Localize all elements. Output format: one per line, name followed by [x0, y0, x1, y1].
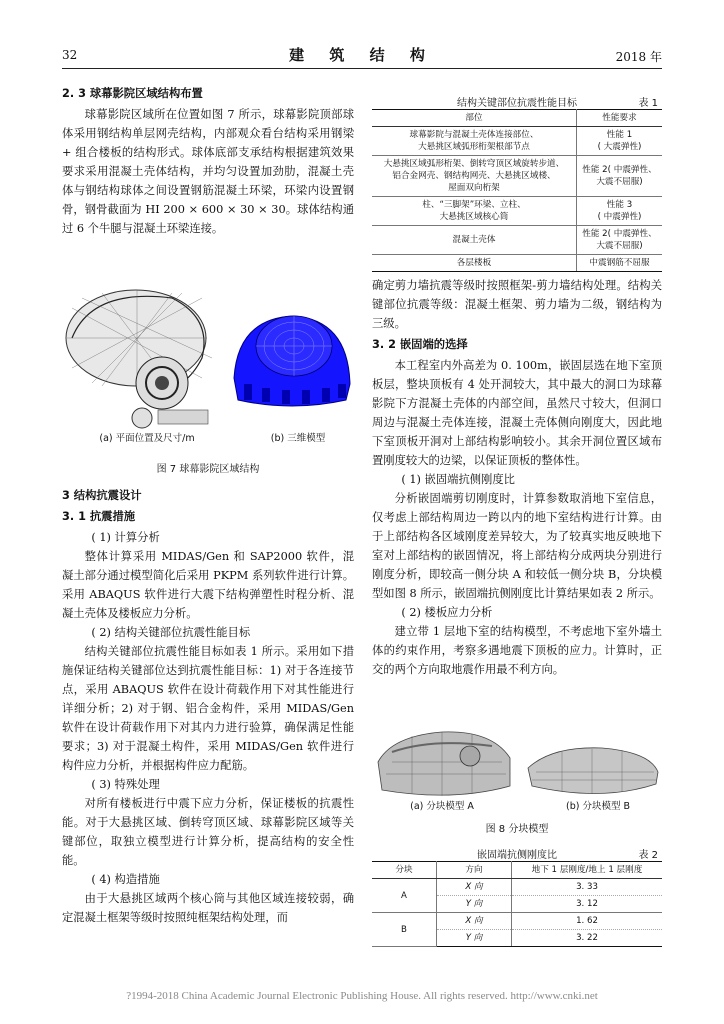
- table-1-header-location: 部位: [372, 110, 577, 127]
- table-1-cell-location: 球幕影院与混凝土壳体连接部位、 大悬挑区域弧形桁架根部节点: [372, 127, 577, 156]
- table-1-cell-location: 大悬挑区域弧形桁架、倒转穹顶区域旋转步道、 铝合金网壳、钢结构网壳、大悬挑区域楼、 屋面双向桁架: [372, 156, 577, 197]
- table-2-header-ratio: 地下 1 层刚度/地上 1 层刚度: [512, 862, 663, 879]
- table-1-number: 表 1: [638, 98, 658, 109]
- table-1-row: [372, 197, 662, 226]
- figure-7: [62, 288, 354, 448]
- special-treatment-paragraph: 对所有楼板进行中震下应力分析，保证楼板的抗震性能。对于大悬挑区域、倒转穹顶区域、球幕影院区域等关键部位，取独立模型进行计算分析，提高结构的安全性能。: [62, 797, 354, 867]
- stiffness-ratio-title: ( 1) 嵌固端抗侧刚度比: [401, 473, 515, 486]
- figure-7-caption: 图 7 球幕影院区域结构: [156, 464, 260, 475]
- table-2-header-block: 分块: [372, 862, 437, 879]
- copyright-footer: ?1994-2018 China Academic Journal Electronic Publishing House. All rights reserved. http://www.cnki.net: [126, 990, 598, 1002]
- journal-title: 建 筑 结 构: [289, 46, 435, 64]
- left-column-top: [62, 82, 354, 238]
- performance-target-paragraph: 结构关键部位抗震性能目标如表 1 所示。采用如下措施保证结构关键部位达到抗震性能目标：1) 对于各连接节点，采用 ABAQUS 软件在设计荷载作用下对其性能进行详细分析；2) 对于钢、铝合金构件，采用 MIDAS/Gen 软件在设计荷载作用下对其内力进行验算，确保满足性能要求；3) 对于混凝土构件，采用 MIDAS/Gen 软件进行构件应力分析，并根据构件应力配筋。: [62, 645, 354, 772]
- table-2-cell-ratio: 1. 62: [512, 913, 663, 930]
- section-2-3-paragraph: 球幕影院区域所在位置如图 7 所示，球幕影院顶部球体采用钢结构单层网壳结构，内部观众看台结构采用钢梁 + 组合楼板的结构形式。球体底部支承结构根据建筑效果要求采用混凝土壳体结构，并均匀设置加劲肋，混凝土壳体与钢结构球体之间设置钢筋混凝土环梁，环梁内设置钢骨，钢骨截面为 HI 200 × 600 × 30 × 30。球体结构通过 6 个牛腿与混凝土环梁连接。: [62, 108, 354, 235]
- figure-8a-label: (a) 分块模型 A: [410, 801, 474, 812]
- calc-analysis-paragraph: 整体计算采用 MIDAS/Gen 和 SAP2000 软件，混凝土部分通过模型简化后采用 PKPM 系列软件进行计算。采用 ABAQUS 软件进行大震下结构弹塑性时程分析、混凝土壳体及楼板应力分析。: [62, 550, 354, 620]
- table-1-cell-location: 混凝土壳体: [372, 226, 577, 255]
- table-1-grid: [372, 109, 662, 272]
- table-2: [372, 846, 662, 947]
- slab-stress-paragraph: 建立带 1 层地下室的结构模型，不考虑地下室外墙土体的约束作用，考察多遇地震下顶板的应力。计算时，正交的两个方向取地震作用最不利方向。: [372, 625, 662, 676]
- table-1-header-requirement: 性能要求: [577, 110, 663, 127]
- table-2-title: 嵌固端抗侧刚度比: [477, 850, 557, 861]
- table-1-cell-requirement: 性能 1 ( 大震弹性): [577, 127, 663, 156]
- table-2-row: [372, 913, 662, 930]
- table-2-cell-direction: X 向: [437, 879, 512, 896]
- detailing-measures-title: ( 4) 构造措施: [91, 873, 160, 886]
- table-1-cell-requirement: 性能 3 ( 中震弹性): [577, 197, 663, 226]
- table-2-header-direction: 方向: [437, 862, 512, 879]
- section-3-1-title: 3. 1 抗震措施: [62, 510, 136, 523]
- page-number: 32: [62, 48, 78, 62]
- table-2-cell-direction: Y 向: [437, 930, 512, 947]
- section-2-3-title: 2. 3 球幕影院区域结构布置: [62, 87, 203, 100]
- figure-7a-plan-drawing: [66, 290, 212, 428]
- table-1-row: [372, 127, 662, 156]
- slab-stress-title: ( 2) 楼板应力分析: [401, 606, 493, 619]
- special-treatment-title: ( 3) 特殊处理: [91, 778, 160, 791]
- figure-7b-label: (b) 三维模型: [270, 433, 326, 444]
- figure-7b-3d-model: [234, 316, 350, 406]
- figure-8-caption: 图 8 分块模型: [485, 824, 549, 835]
- left-column-bottom: [62, 484, 354, 927]
- continued-paragraph: 确定剪力墙抗震等级时按照框架-剪力墙结构处理。结构关键部位抗震等级：混凝土框架、剪力墙为二级，钢结构为三级。: [372, 279, 662, 330]
- calc-analysis-title: ( 1) 计算分析: [91, 531, 160, 544]
- table-2-cell-ratio: 3. 22: [512, 930, 663, 947]
- figure-8a-model: [378, 732, 510, 796]
- performance-target-title: ( 2) 结构关键部位抗震性能目标: [91, 626, 251, 639]
- figure-8b-label: (b) 分块模型 B: [566, 801, 630, 812]
- table-1-row: [372, 156, 662, 197]
- header-rule: [62, 68, 662, 69]
- journal-year: 2018 年: [615, 50, 662, 64]
- figure-8: [372, 722, 662, 812]
- page-header: [62, 44, 662, 66]
- table-2-cell-block: B: [372, 913, 437, 947]
- section-3-2-paragraph: 本工程室内外高差为 0. 100m，嵌固层选在地下室顶板层，整块顶板有 4 处开洞较大，其中最大的洞口为球幕影院下方混凝土壳体的内部空间，虽然尺寸较大，但洞口周边与混凝土壳体连接，混凝土壳体侧向刚度大，因此地下室顶板开洞对上部结构影响较小。其余开洞位置区域布置刚度较大的边梁，以保证顶板的整体性。: [372, 359, 662, 467]
- section-3-title: 3 结构抗震设计: [62, 489, 142, 502]
- table-1-row: [372, 255, 662, 272]
- table-1-cell-location: 各层楼板: [372, 255, 577, 272]
- table-2-cell-direction: Y 向: [437, 896, 512, 913]
- table-1-cell-location: 柱、“三脚架”环梁、立柱、 大悬挑区域核心筒: [372, 197, 577, 226]
- section-3-2-title: 3. 2 嵌固端的选择: [372, 338, 468, 351]
- right-column-top: [372, 276, 662, 679]
- detailing-measures-paragraph: 由于大悬挑区域两个核心筒与其他区域连接较弱，确定混凝土框架等级时按照纯框架结构处理，而: [62, 892, 354, 924]
- table-1-cell-requirement: 性能 2( 中震弹性、 大震不屈服): [577, 226, 663, 255]
- stiffness-ratio-paragraph: 分析嵌固端剪切刚度时，计算参数取消地下室信息，仅考虑上部结构周边一跨以内的地下室结构进行计算。由于上部结构各区域刚度差异较大，为了较真实地反映地下室对上部结构的嵌固情况，将上部结构分成两块分别进行刚度分析，即较高一侧分块 A 和较低一侧分块 B，分块模型如图 8 所示，嵌固端抗侧刚度比计算结果如表 2 所示。: [372, 492, 662, 600]
- table-1-cell-requirement: 性能 2( 中震弹性、 大震不屈服): [577, 156, 663, 197]
- table-2-row: [372, 879, 662, 896]
- table-2-cell-ratio: 3. 33: [512, 879, 663, 896]
- figure-7a-label: (a) 平面位置及尺寸/m: [99, 433, 195, 444]
- table-2-cell-direction: X 向: [437, 913, 512, 930]
- table-2-cell-ratio: 3. 12: [512, 896, 663, 913]
- table-2-grid: [372, 861, 662, 947]
- figure-7-images: [62, 288, 354, 448]
- table-1-row: [372, 226, 662, 255]
- table-1-title: 结构关键部位抗震性能目标: [457, 98, 577, 109]
- table-1: [372, 94, 662, 272]
- table-1-cell-requirement: 中震钢筋不屈服: [577, 255, 663, 272]
- table-2-cell-block: A: [372, 879, 437, 913]
- table-2-number: 表 2: [638, 850, 658, 861]
- figure-8b-model: [528, 748, 658, 794]
